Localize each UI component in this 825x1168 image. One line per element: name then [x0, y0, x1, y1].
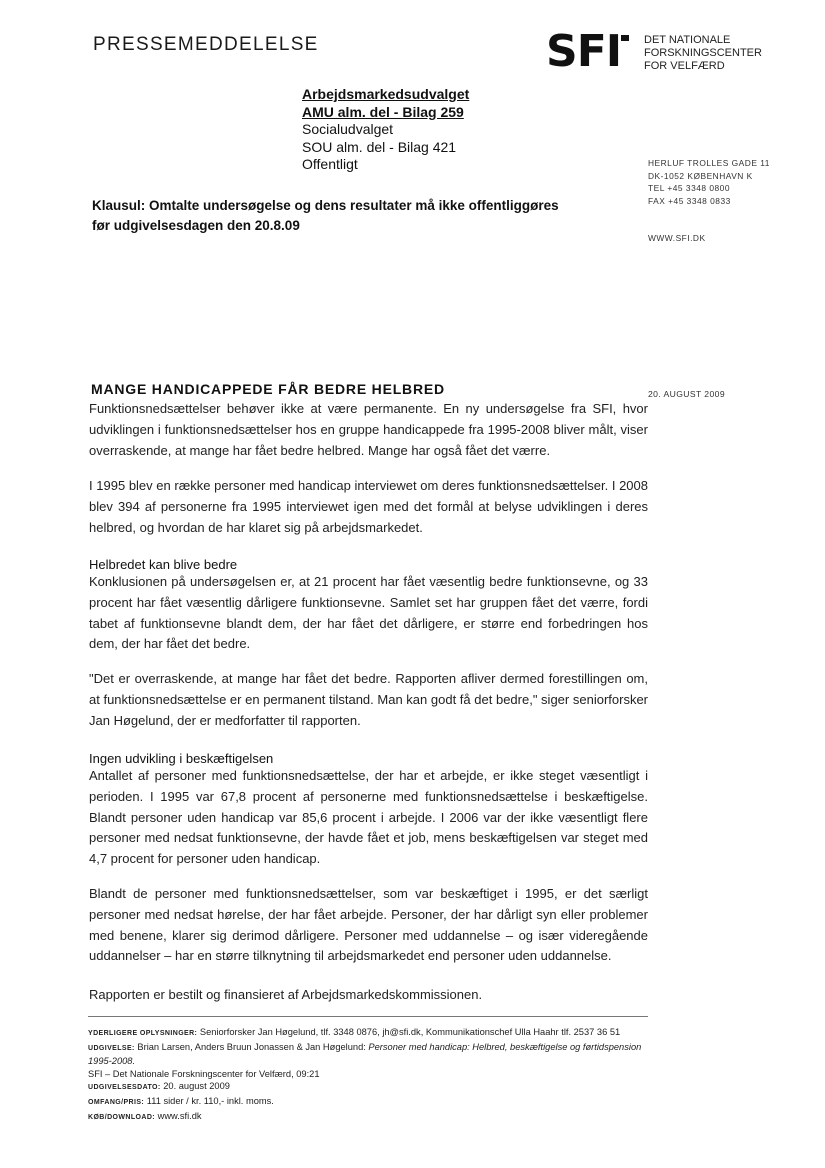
- quote-paragraph: "Det er overraskende, at mange har fået det bedre. Rapporten afliver dermed forestillingen om, at funktionsnedsættelse er en permanent tilstand. Man kan godt få det bedre," siger seniorforsker Jan Høgelund, der er medforfatter til rapporten.: [89, 671, 648, 728]
- institution-line: DET NATIONALE: [644, 34, 731, 46]
- stamp-committee-1: Arbejdsmarkedsudvalget: [302, 86, 470, 102]
- address-tel: TEL +45 3348 0800: [648, 183, 730, 194]
- footer-date: [88, 1080, 648, 1095]
- stamp-bilag-2: SOU alm. del - Bilag 421: [302, 138, 457, 155]
- address-block: [648, 157, 770, 208]
- committee-stamp: [302, 86, 469, 174]
- institution-name: [644, 34, 762, 73]
- download-link[interactable]: www.sfi.dk: [157, 1110, 202, 1121]
- footer-contact: [88, 1026, 648, 1041]
- embargo-clause: [92, 196, 592, 236]
- release-date: 20. AUGUST 2009: [648, 389, 726, 399]
- footer-value: Brian Larsen, Anders Bruun Jonassen & Jan Høgelund:: [137, 1041, 366, 1052]
- footer-label: OMFANG/PRIS:: [88, 1098, 145, 1106]
- stamp-public-status: Offentligt: [302, 156, 358, 172]
- footer-label: KØB/DOWNLOAD:: [88, 1113, 156, 1121]
- clause-line: Klausul: Omtalte undersøgelse og dens resultater må ikke offentliggøres: [92, 198, 559, 213]
- intro-paragraph: Funktionsnedsættelser behøver ikke at være permanente. En ny undersøgelse fra SFI, hvor udviklingen i funktionsnedsættelser hos en gruppe handicappede fra 1995-2008 bliver målt, viser overraskende, at mange har fået bedre helbred. Mange har også fået det værre.: [89, 401, 648, 458]
- stamp-committee-2: Socialudvalget: [302, 121, 394, 137]
- paragraph: I 1995 blev en række personer med handicap interviewet om deres funktionsnedsættelser. I 2008 blev 394 af personerne fra 1995 interviewet igen med det formål at belyse udviklingen i deres helbred, og hvordan de har klaret sig på arbejdsmarkedet.: [89, 478, 648, 535]
- document-type-label: PRESSEMEDDELELSE: [93, 34, 319, 55]
- clause-line: før udgivelsesdagen den 20.8.09: [92, 218, 300, 233]
- logo-mark-icon: [621, 35, 629, 41]
- footer-publisher: SFI – Det Nationale Forskningscenter for Velfærd, 09:21: [88, 1068, 320, 1079]
- sfi-logo: SFI: [546, 26, 622, 77]
- footer-info: [88, 1026, 648, 1124]
- footer-scope: [88, 1095, 648, 1110]
- footer-label: YDERLIGERE OPLYSNINGER:: [88, 1030, 198, 1037]
- paragraph: Antallet af personer med funktionsnedsættelse, der har et arbejde, er ikke steget væsentligt i perioden. I 1995 var 67,8 procent af personerne med funktionsnedsættelse i beskæftigelse. Blandt personer uden handicap var 85,6 procent i arbejde. I 2006 var der ikke væsentligt flere personer med nedsat funktionsevne, der havde fået et job, mens beskæftigelsen var steget med 4,7 procent for personer uden handicap.: [89, 768, 648, 867]
- address-city: DK-1052 KØBENHAVN K: [648, 170, 753, 181]
- paragraph: Konklusionen på undersøgelsen er, at 21 procent har fået væsentlig bedre funktionsevne, og 33 procent har fået væsentlig dårligere funktionsevne. Samlet set har gruppen fået det værre, fordi tabet af funktionsevne blandt dem, der har fået det dårligere, er større end forbedringen hos dem, der har fået det bedre.: [89, 574, 648, 652]
- footer-value: 20. august 2009: [163, 1081, 230, 1092]
- footer-label: UDGIVELSESDATO:: [88, 1084, 161, 1092]
- paragraph: Blandt de personer med funktionsnedsættelser, som var beskæftiget i 1995, er det særligt personer med nedsat hørelse, der har fået arbejde. Personer, der har dårligt syn eller problemer med benene, klarer sig derimod dårligere. Personer med uddannelse – og især videregående uddannelser – har en større tilknytning til arbejdsmarkedet end personer uden uddannelse.: [89, 886, 648, 964]
- institution-line: FORSKNINGSCENTER: [644, 47, 762, 59]
- publication-title: Personer med handicap: Helbred, beskæftigelse og førtidspension 1995-2008.: [88, 1041, 642, 1067]
- footer-divider: [88, 1016, 648, 1017]
- stamp-bilag-1: AMU alm. del - Bilag 259: [302, 103, 464, 120]
- subheading: Helbredet kan blive bedre: [89, 557, 238, 572]
- headline: MANGE HANDICAPPEDE FÅR BEDRE HELBRED: [91, 381, 445, 397]
- institution-line: FOR VELFÆRD: [644, 60, 725, 72]
- address-street: HERLUF TROLLES GADE 11: [648, 158, 770, 168]
- website-link[interactable]: WWW.SFI.DK: [648, 233, 706, 243]
- footer-publication: [88, 1041, 648, 1068]
- footer-label: UDGIVELSE:: [88, 1044, 135, 1052]
- footer-value: Seniorforsker Jan Høgelund, tlf. 3348 0876, jh@sfi.dk, Kommunikationschef Ulla Haahr tlf. 2537 36 51: [199, 1027, 621, 1037]
- address-fax: FAX +45 3348 0833: [648, 196, 731, 207]
- paragraph: Rapporten er bestilt og finansieret af Arbejdsmarkedskommissionen.: [89, 987, 483, 1002]
- subheading: Ingen udvikling i beskæftigelsen: [89, 751, 274, 766]
- footer-value: 111 sider / kr. 110,- inkl. moms.: [146, 1095, 274, 1106]
- footer-download: [88, 1110, 648, 1125]
